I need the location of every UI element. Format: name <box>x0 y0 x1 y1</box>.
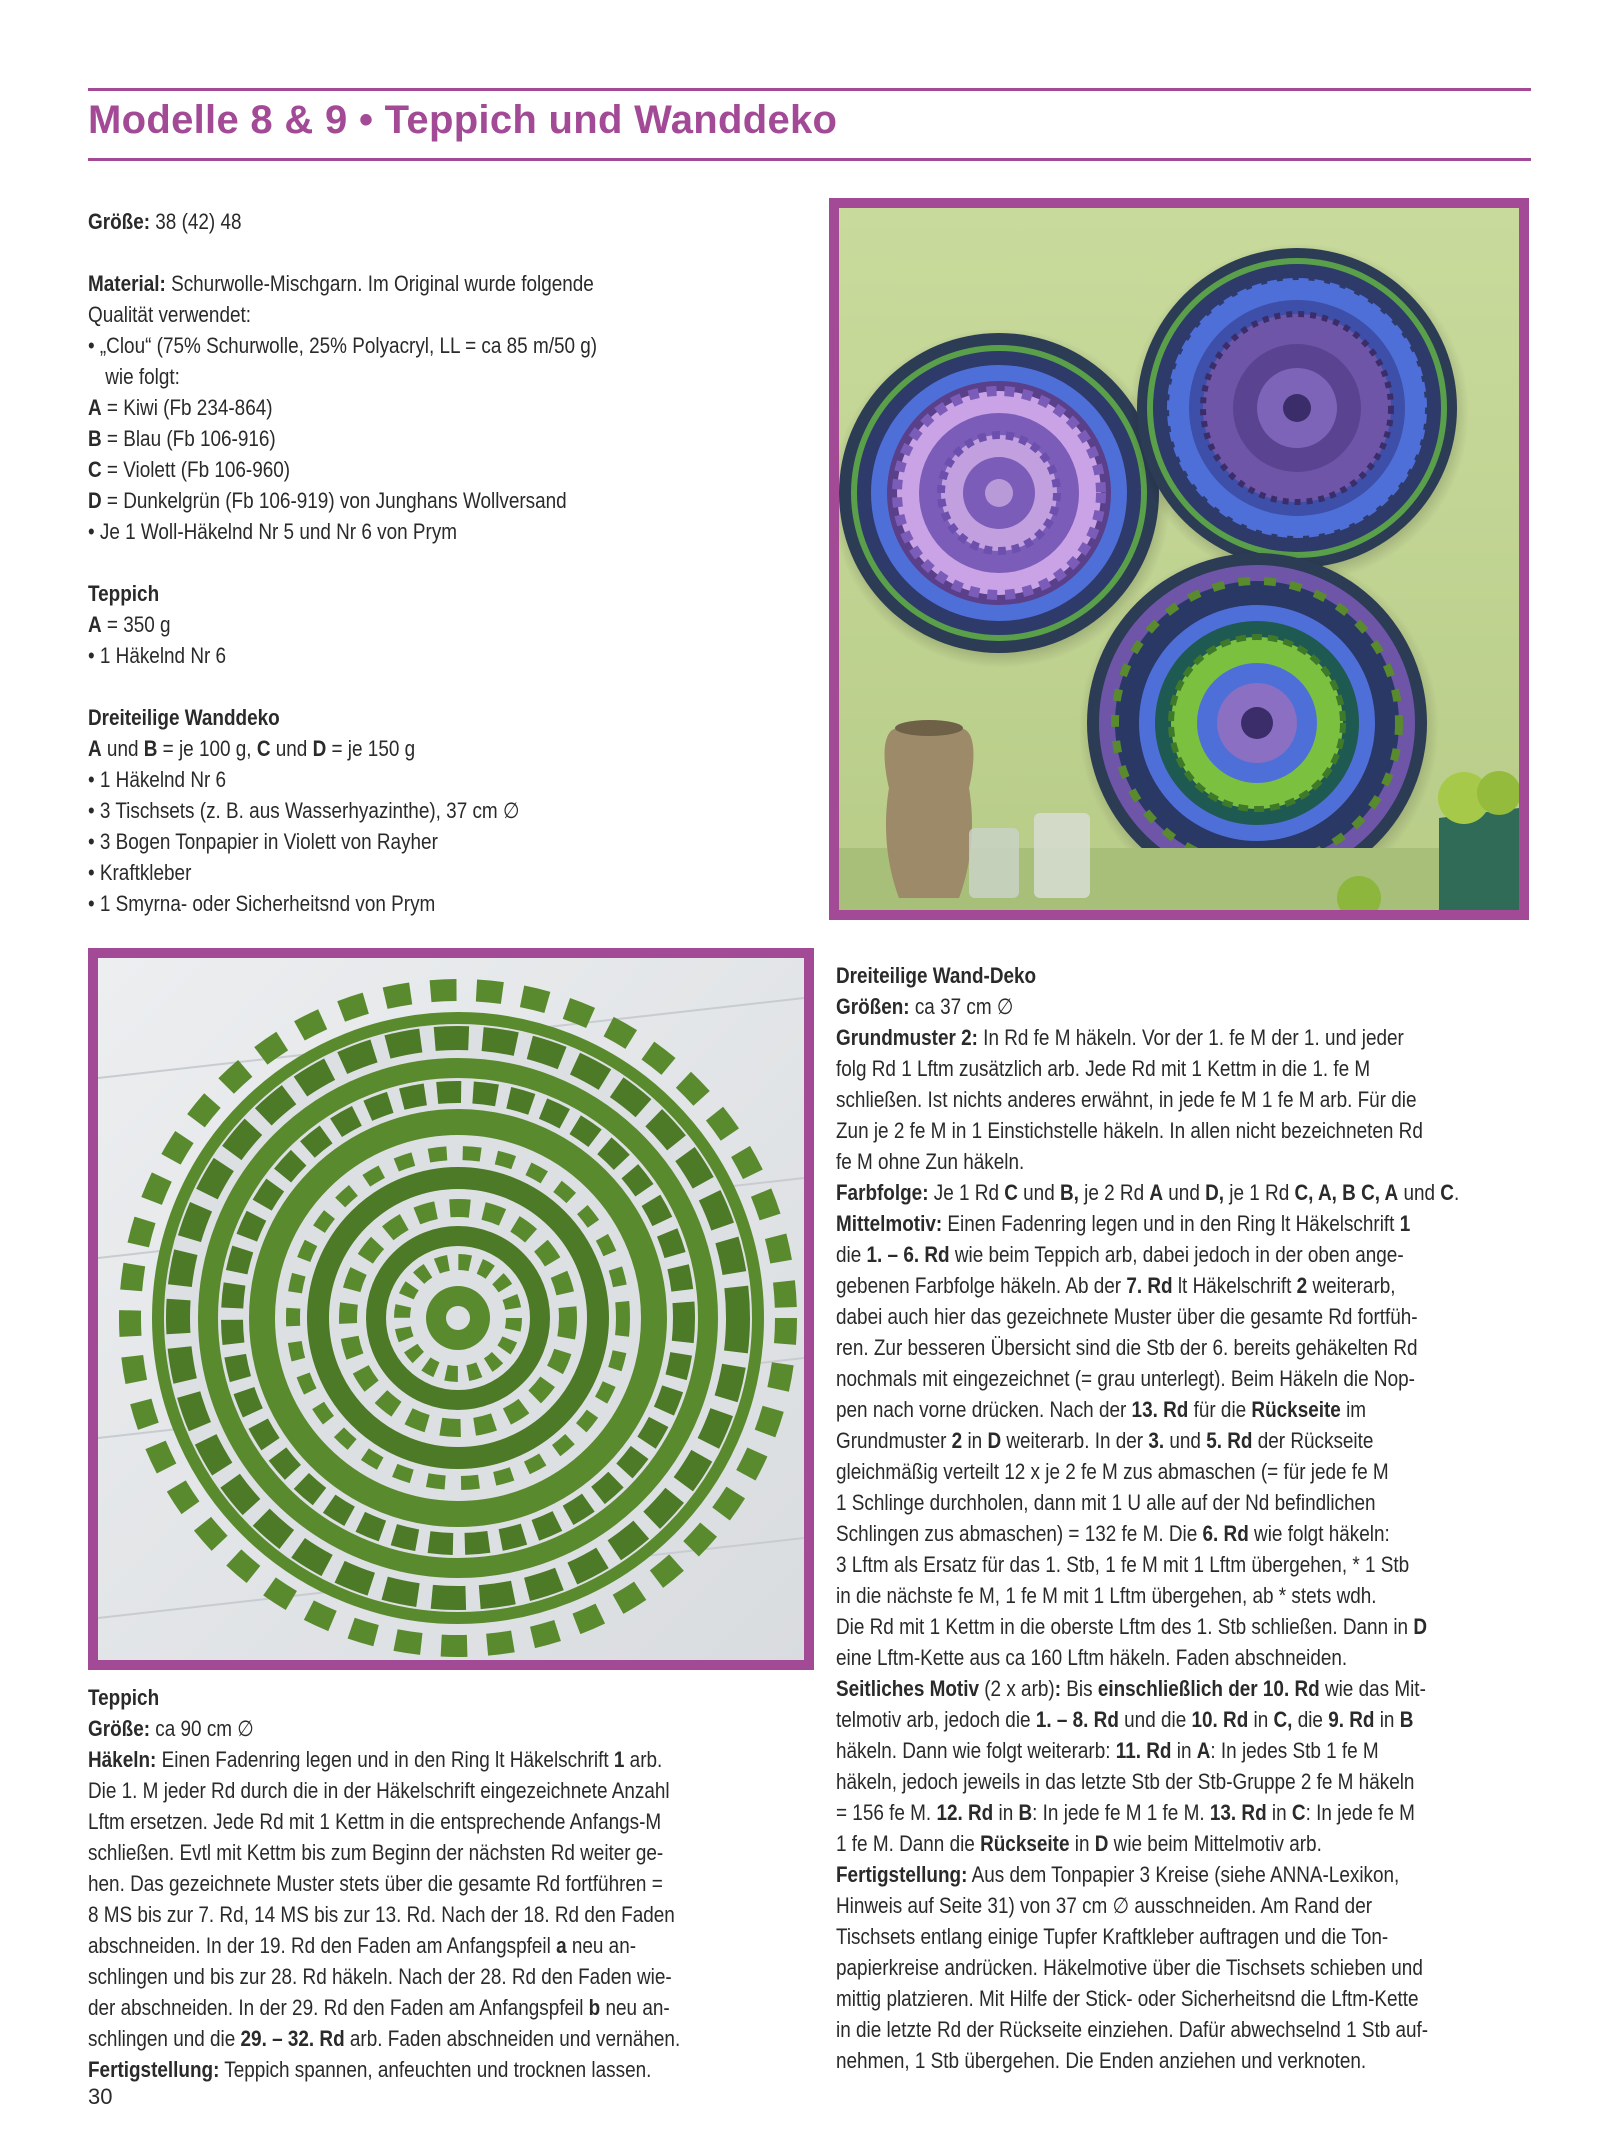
bold-term: 1. – 6. Rd <box>866 1242 950 1267</box>
deko-text-line <box>836 1487 1537 1518</box>
bold-term: 6. Rd <box>1202 1521 1249 1546</box>
bold-term: C <box>1291 1800 1306 1825</box>
deko-text-line <box>836 1673 1537 1704</box>
text-segment: schließen. Evtl mit Kettm bis zum Beginn der nächsten Rd weiter ge- <box>88 1840 664 1865</box>
bold-term: : <box>1054 1676 1062 1701</box>
text-segment: schlingen und bis zur 28. Rd häkeln. Nach der 28. Rd den Faden wie- <box>88 1964 672 1989</box>
teppich-hook-bullet: • 1 Häkelnd Nr 6 <box>88 643 227 668</box>
bold-term: 2 <box>1296 1273 1308 1298</box>
text-segment: die <box>1292 1707 1329 1732</box>
rug-text-line <box>88 1837 810 1868</box>
deko-text-line <box>836 1456 1537 1487</box>
deko-key-b: B <box>143 736 158 761</box>
deko-text-line <box>836 1952 1537 1983</box>
rug-paragraph <box>88 1744 810 2085</box>
deko-text-line <box>836 2045 1537 2076</box>
text-segment: und <box>1163 1180 1206 1205</box>
text-segment: Tischsets entlang einige Tupfer Kraftkleber auftragen und die Ton- <box>836 1924 1389 1949</box>
rug-text-line <box>88 1868 810 1899</box>
bold-term: Farbfolge: <box>836 1180 929 1205</box>
text-segment: abschneiden. In der 19. Rd den Faden am Anfangspfeil <box>88 1933 557 1958</box>
deko-text: = je 100 g, <box>157 736 257 761</box>
bold-term: Häkeln: <box>88 1747 157 1772</box>
text-segment: und die <box>1118 1707 1192 1732</box>
text-segment: weiterarb. In der <box>1001 1428 1149 1453</box>
size-line <box>88 206 724 237</box>
text-segment: : In jede fe M 1 fe M. <box>1032 1800 1210 1825</box>
text-segment: häkeln, jedoch jeweils in das letzte Stb der Stb-Gruppe 2 fe M häkeln <box>836 1769 1415 1794</box>
text-segment: In Rd fe M häkeln. Vor der 1. fe M der 1. und jeder <box>977 1025 1404 1050</box>
deko-text-line <box>836 1518 1537 1549</box>
text-segment: Bis <box>1061 1676 1098 1701</box>
text-segment: und <box>1164 1428 1207 1453</box>
text-segment: : In jedes Stb 1 fe M <box>1210 1738 1379 1763</box>
text-segment: in die letzte Rd der Rückseite einziehen. Dafür abwechselnd 1 Stb auf- <box>836 2017 1429 2042</box>
text-segment: neu an- <box>600 1995 670 2020</box>
bold-term: 1 <box>613 1747 625 1772</box>
text-segment: ren. Zur besseren Übersicht sind die Stb der 6. bereits gehäkelten Rd <box>836 1335 1418 1360</box>
deko-text-line <box>836 1053 1537 1084</box>
bold-term: Grundmuster 2: <box>836 1025 978 1050</box>
bold-term: B <box>1399 1707 1414 1732</box>
rug-text-line <box>88 1806 810 1837</box>
bold-term: a <box>556 1933 567 1958</box>
text-segment: Je 1 Rd <box>928 1180 1005 1205</box>
bold-term: 11. Rd <box>1115 1738 1172 1763</box>
rug-photo <box>98 958 804 1660</box>
text-segment: die <box>836 1242 867 1267</box>
teppich-amount-line <box>88 609 724 640</box>
deko-text-line <box>836 1022 1537 1053</box>
rug-text-line <box>88 1992 810 2023</box>
rug-text-line <box>88 2054 810 2085</box>
rug-heading <box>88 1682 810 1713</box>
color-c-key: C <box>88 457 102 482</box>
rug-text-line <box>88 1744 810 1775</box>
text-segment: wie beim Mittelmotiv arb. <box>1108 1831 1322 1856</box>
bold-term: D <box>1094 1831 1109 1856</box>
bold-term: D <box>987 1428 1002 1453</box>
bold-term: A <box>1196 1738 1211 1763</box>
rug-heading-text: Teppich <box>88 1685 160 1710</box>
rug-size-value: ca 90 cm ∅ <box>150 1716 254 1741</box>
deko-amount-line <box>88 733 724 764</box>
deko-text-line <box>836 1983 1537 2014</box>
text-segment: wie folgt häkeln: <box>1248 1521 1390 1546</box>
bold-term: B <box>1018 1800 1033 1825</box>
yarn-bullet: • „Clou“ (75% Schurwolle, 25% Polyacryl, LL = ca 85 m/50 g) <box>88 333 598 358</box>
deko-text-line <box>836 2014 1537 2045</box>
color-d-value: = Dunkelgrün (Fb 106-919) von Junghans Wollversand <box>101 488 567 513</box>
rug-size-label: Größe: <box>88 1716 151 1741</box>
text-segment: in <box>1266 1800 1292 1825</box>
deko-text-line <box>836 1735 1537 1766</box>
deko-key-a: A <box>88 736 102 761</box>
deko-key-d: D <box>312 736 327 761</box>
deko-text-line <box>836 1921 1537 1952</box>
material-text: Schurwolle-Mischgarn. Im Original wurde folgende Qualität verwendet: <box>88 271 594 327</box>
text-segment: 1 Schlinge durchholen, dann mit 1 U alle auf der Nd befindlichen <box>836 1490 1376 1515</box>
title-underline <box>88 158 1531 161</box>
text-segment: Die 1. M jeder Rd durch die in der Häkelschrift eingezeichnete Anzahl <box>88 1778 670 1803</box>
bold-term: C, <box>1273 1707 1293 1732</box>
deko-bullet: • Kraftkleber <box>88 860 192 885</box>
text-segment: folg Rd 1 Lftm zusätzlich arb. Jede Rd mit 1 Kettm in die 1. fe M <box>836 1056 1371 1081</box>
teppich-a-value: = 350 g <box>101 612 171 637</box>
text-segment: in <box>1374 1707 1400 1732</box>
text-segment: in die nächste fe M, 1 fe M mit 1 Lftm übergehen, ab * stets wdh. <box>836 1583 1377 1608</box>
materials-block <box>88 206 724 919</box>
wall-decor-photo <box>839 208 1519 910</box>
text-segment: eine Lftm-Kette aus ca 160 Lftm häkeln. Faden abschneiden. <box>836 1645 1348 1670</box>
text-segment: schlingen und die <box>88 2026 241 2051</box>
deko-size-line <box>836 991 1537 1022</box>
deko-text-line <box>836 1549 1537 1580</box>
text-segment: lt Häkelschrift <box>1172 1273 1297 1298</box>
deko-text-line <box>836 1177 1537 1208</box>
teppich-heading-text: Teppich <box>88 581 160 606</box>
bold-term: Seitliches Motiv <box>836 1676 980 1701</box>
text-segment: in <box>962 1428 988 1453</box>
deko-text-line <box>836 1363 1537 1394</box>
text-segment: gleichmäßig verteilt 12 x je 2 fe M zus abmaschen (= für jede fe M <box>836 1459 1389 1484</box>
text-segment: Aus dem Tonpapier 3 Kreise (siehe ANNA-Lexikon, <box>967 1862 1400 1887</box>
deko-text-line <box>836 1115 1537 1146</box>
text-segment: : In jede fe M <box>1305 1800 1415 1825</box>
text-segment: 8 MS bis zur 7. Rd, 14 MS bis zur 13. Rd. Nach der 18. Rd den Faden <box>88 1902 675 1927</box>
bold-term: 12. Rd <box>936 1800 994 1825</box>
color-b-key: B <box>88 426 102 451</box>
bold-term: b <box>588 1995 601 2020</box>
deko-text-line <box>836 1580 1537 1611</box>
deko-section-heading-text: Dreiteilige Wand-Deko <box>836 963 1037 988</box>
deko-size-value: ca 37 cm ∅ <box>909 994 1014 1019</box>
bold-term: 10. Rd <box>1191 1707 1249 1732</box>
teppich-a-key: A <box>88 612 102 637</box>
bold-term: D <box>1413 1614 1427 1639</box>
bold-term: 3. <box>1148 1428 1165 1453</box>
wall-decor-photo-frame <box>829 198 1529 920</box>
page-title: Modelle 8 & 9 • Teppich und Wanddeko <box>88 98 838 142</box>
text-segment: und <box>1398 1180 1441 1205</box>
teppich-heading <box>88 578 724 609</box>
text-segment: gebenen Farbfolge häkeln. Ab der <box>836 1273 1127 1298</box>
deko-size-label: Größen: <box>836 994 910 1019</box>
bold-term: einschließlich der 10. Rd <box>1097 1676 1320 1701</box>
text-segment: fe M ohne Zun häkeln. <box>836 1149 1025 1174</box>
deko-text-line <box>836 1425 1537 1456</box>
text-segment: mittig platzieren. Mit Hilfe der Stick- oder Sicherheitsnd die Lftm-Kette <box>836 1986 1419 2011</box>
deko-heading <box>88 702 724 733</box>
deko-heading-text: Dreiteilige Wanddeko <box>88 705 280 730</box>
bold-term: D, <box>1205 1180 1225 1205</box>
deko-bullet: • 1 Häkelnd Nr 6 <box>88 767 227 792</box>
color-a-line <box>88 392 724 423</box>
text-segment: nehmen, 1 Stb übergehen. Die Enden anziehen und verknoten. <box>836 2048 1367 2073</box>
deko-section-heading <box>836 960 1537 991</box>
text-segment: Grundmuster <box>836 1428 952 1453</box>
deko-paragraph <box>836 1022 1537 2076</box>
deko-text-line <box>836 1859 1537 1890</box>
bold-term: 13. Rd <box>1131 1397 1189 1422</box>
text-segment: häkeln. Dann wie folgt weiterarb: <box>836 1738 1116 1763</box>
deko-text-line <box>836 1332 1537 1363</box>
bold-term: A <box>1149 1180 1164 1205</box>
text-segment: der Rückseite <box>1252 1428 1374 1453</box>
text-segment: je 1 Rd <box>1224 1180 1295 1205</box>
bold-term: 7. Rd <box>1126 1273 1173 1298</box>
text-segment: Hinweis auf Seite 31) von 37 cm ∅ ausschneiden. Am Rand der <box>836 1893 1373 1918</box>
mandala-right <box>1129 243 1469 583</box>
text-segment: telmotiv arb, jedoch die <box>836 1707 1036 1732</box>
rug-text-line <box>88 2023 810 2054</box>
top-rule <box>88 88 1531 91</box>
rug-text-line <box>88 1775 810 1806</box>
text-segment: in <box>993 1800 1019 1825</box>
text-segment: dabei auch hier das gezeichnete Muster über die gesamte Rd fortfüh- <box>836 1304 1418 1329</box>
deko-text-line <box>836 1611 1537 1642</box>
text-segment: für die <box>1188 1397 1252 1422</box>
rug-size-line <box>88 1713 810 1744</box>
deko-text-line <box>836 1394 1537 1425</box>
text-segment: Einen Fadenring legen und in den Ring lt Häkelschrift <box>942 1211 1400 1236</box>
deko-text-line <box>836 1642 1537 1673</box>
text-segment: Die Rd mit 1 Kettm in die oberste Lftm des 1. Stb schließen. Dann in <box>836 1614 1414 1639</box>
deko-text-line <box>836 1766 1537 1797</box>
bold-term: Rückseite <box>980 1831 1070 1856</box>
text-segment: je 2 Rd <box>1078 1180 1150 1205</box>
deko-text-line <box>836 1239 1537 1270</box>
deko-key-c: C <box>256 736 271 761</box>
text-segment: (2 x arb) <box>979 1676 1055 1701</box>
bold-term: Mittelmotiv: <box>836 1211 943 1236</box>
text-segment: in <box>1069 1831 1095 1856</box>
bold-term: 2 <box>951 1428 963 1453</box>
color-c-line <box>88 454 724 485</box>
material-label: Material: <box>88 271 166 296</box>
text-segment: arb. Faden abschneiden und vernähen. <box>344 2026 681 2051</box>
rug-instructions <box>88 1682 810 2085</box>
hooks-bullet: • Je 1 Woll-Häkelnd Nr 5 und Nr 6 von Prym <box>88 519 458 544</box>
deko-text-line <box>836 1208 1537 1239</box>
deko-bullet: • 3 Bogen Tonpapier in Violett von Rayher <box>88 829 438 854</box>
deko-text-line <box>836 1828 1537 1859</box>
text-segment: pen nach vorne drücken. Nach der <box>836 1397 1132 1422</box>
rug-text-line <box>88 1930 810 1961</box>
text-segment: in <box>1171 1738 1197 1763</box>
bold-term: C <box>1440 1180 1454 1205</box>
deko-bullet: • 1 Smyrna- oder Sicherheitsnd von Prym <box>88 891 436 916</box>
text-segment: der abschneiden. In der 29. Rd den Faden am Anfangspfeil <box>88 1995 589 2020</box>
page-number: 30 <box>88 2084 113 2109</box>
bold-term: Fertigstellung: <box>836 1862 968 1887</box>
rug-text-line <box>88 1899 810 1930</box>
rug-photo-frame <box>88 948 814 1670</box>
bold-term: C <box>1004 1180 1018 1205</box>
text-segment: hen. Das gezeichnete Muster stets über die gesamte Rd fortführen = <box>88 1871 663 1896</box>
text-segment: Lftm ersetzen. Jede Rd mit 1 Kettm in die entsprechende Anfangs-M <box>88 1809 662 1834</box>
text-segment: weiterarb, <box>1307 1273 1396 1298</box>
size-value: 38 (42) 48 <box>150 209 242 234</box>
deko-text-line <box>836 1301 1537 1332</box>
size-label: Größe: <box>88 209 151 234</box>
text-segment: wie beim Teppich arb, dabei jedoch in der oben ange- <box>949 1242 1404 1267</box>
color-d-key: D <box>88 488 102 513</box>
bold-term: 5. Rd <box>1206 1428 1253 1453</box>
bold-term: 29. – 32. Rd <box>240 2026 345 2051</box>
bold-term: 1 <box>1399 1211 1411 1236</box>
deko-bullet: • 3 Tischsets (z. B. aus Wasserhyazinthe), 37 cm ∅ <box>88 798 520 823</box>
text-segment: = 156 fe M. <box>836 1800 937 1825</box>
text-segment: papierkreise andrücken. Häkelmotive über die Tischsets schieben und <box>836 1955 1423 1980</box>
text-segment: in <box>1248 1707 1274 1732</box>
text-segment: . <box>1453 1180 1460 1205</box>
yarn-bullet-cont: wie folgt: <box>105 364 180 389</box>
color-a-key: A <box>88 395 102 420</box>
color-c-value: = Violett (Fb 106-960) <box>101 457 291 482</box>
material-line <box>88 268 638 330</box>
deko-text: und <box>270 736 313 761</box>
color-a-value: = Kiwi (Fb 234-864) <box>101 395 273 420</box>
color-b-value: = Blau (Fb 106-916) <box>101 426 276 451</box>
text-segment: Schlingen zus abmaschen) = 132 fe M. Die <box>836 1521 1203 1546</box>
deko-text: und <box>101 736 144 761</box>
text-segment: 1 fe M. Dann die <box>836 1831 981 1856</box>
deko-instructions <box>836 960 1537 2076</box>
text-segment: nochmals mit eingezeichnet (= grau unterlegt). Beim Häkeln die Nop- <box>836 1366 1415 1391</box>
bold-term: Rückseite <box>1251 1397 1341 1422</box>
deko-text-line <box>836 1084 1537 1115</box>
text-segment: und <box>1017 1180 1060 1205</box>
bold-term: 1. – 8. Rd <box>1035 1707 1119 1732</box>
deko-text-line <box>836 1704 1537 1735</box>
rug-text-line <box>88 1961 810 1992</box>
bold-term: Fertigstellung: <box>88 2057 220 2082</box>
text-segment: neu an- <box>566 1933 637 1958</box>
text-segment: Zun je 2 fe M in 1 Einstichstelle häkeln. In allen nicht bezeichneten Rd <box>836 1118 1423 1143</box>
text-segment: im <box>1340 1397 1367 1422</box>
deko-text: = je 150 g <box>326 736 416 761</box>
text-segment: Teppich spannen, anfeuchten und trocknen lassen. <box>219 2057 652 2082</box>
deko-text-line <box>836 1146 1537 1177</box>
text-segment: wie das Mit- <box>1319 1676 1426 1701</box>
color-d-line <box>88 485 724 516</box>
text-segment: 3 Lftm als Ersatz für das 1. Stb, 1 fe M mit 1 Lftm übergehen, * 1 Stb <box>836 1552 1410 1577</box>
color-b-line <box>88 423 724 454</box>
deko-text-line <box>836 1797 1537 1828</box>
bold-term: 13. Rd <box>1209 1800 1267 1825</box>
bold-term: 9. Rd <box>1328 1707 1375 1732</box>
text-segment: schließen. Ist nichts anderes erwähnt, in jede fe M 1 fe M arb. Für die <box>836 1087 1417 1112</box>
deko-text-line <box>836 1270 1537 1301</box>
text-segment: arb. <box>624 1747 663 1772</box>
bold-term: B, <box>1059 1180 1079 1205</box>
deko-text-line <box>836 1890 1537 1921</box>
text-segment: Einen Fadenring legen und in den Ring lt Häkelschrift <box>156 1747 614 1772</box>
bold-term: C, A, B C, A <box>1294 1180 1399 1205</box>
